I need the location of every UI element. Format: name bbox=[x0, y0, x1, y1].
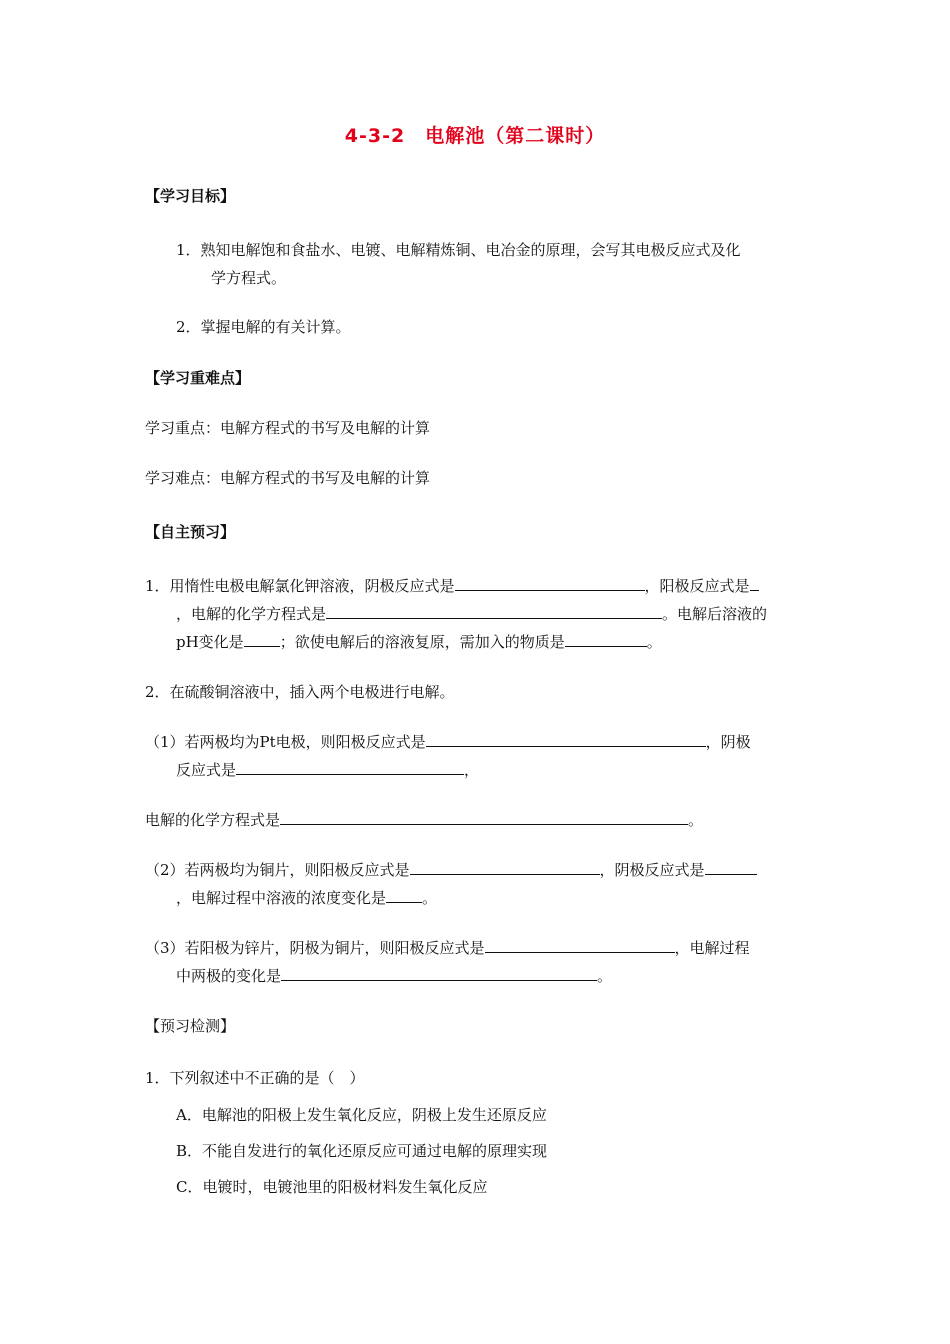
keypoint-focus: 学习重点：电解方程式的书写及电解的计算 bbox=[145, 419, 431, 437]
q1-blank-ph[interactable] bbox=[244, 632, 280, 647]
q2-1-blank-cathode[interactable] bbox=[236, 760, 464, 775]
check-option-b[interactable]: B．不能自发进行的氧化还原反应可通过电解的原理实现 bbox=[176, 1142, 548, 1160]
q2-1-text-f: 。 bbox=[688, 811, 704, 829]
q2-1-text-e: 电解的化学方程式是 bbox=[145, 811, 281, 829]
q1-blank-cathode[interactable] bbox=[455, 576, 645, 591]
preview-q2-3-line1 bbox=[145, 938, 750, 958]
q2-2-text-b: ，阴极反应式是 bbox=[599, 861, 705, 879]
preview-q2-2-line1 bbox=[145, 860, 757, 880]
q2-1-text-b: ，阴极 bbox=[705, 733, 751, 751]
objective-1-line1: 1．熟知电解饱和食盐水、电镀、电解精炼铜、电冶金的原理，会写其电极反应式及化 bbox=[176, 241, 741, 259]
q1-text-c: ，电解的化学方程式是 bbox=[176, 605, 327, 623]
check-heading: 【预习检测】 bbox=[145, 1017, 236, 1035]
preview-q1-line1 bbox=[145, 576, 759, 596]
objective-1-line2: 学方程式。 bbox=[211, 269, 287, 287]
q2-2-blank-anode[interactable] bbox=[410, 860, 600, 875]
preview-q2-2-line2 bbox=[176, 888, 437, 908]
q2-3-text-c: 中两极的变化是 bbox=[176, 967, 282, 985]
q2-2-text-d: 。 bbox=[422, 889, 438, 907]
q1-text-g: 。 bbox=[646, 633, 662, 651]
q2-1-text-d: ， bbox=[464, 761, 480, 779]
q2-1-blank-equation[interactable] bbox=[280, 810, 688, 825]
preview-q2-1-line1 bbox=[145, 732, 751, 752]
preview-q2-1-line3 bbox=[145, 810, 703, 830]
check-q1: 1．下列叙述中不正确的是（ ） bbox=[145, 1069, 365, 1087]
q1-blank-substance[interactable] bbox=[565, 632, 647, 647]
preview-q2: 2．在硫酸铜溶液中，插入两个电极进行电解。 bbox=[145, 683, 455, 701]
q2-1-text-a: （1）若两极均为Pt电极，则阳极反应式是 bbox=[145, 733, 426, 751]
check-option-c[interactable]: C．电镀时，电镀池里的阳极材料发生氧化反应 bbox=[176, 1178, 488, 1196]
q1-text-b: ，阳极反应式是 bbox=[644, 577, 750, 595]
q2-2-text-c: ，电解过程中溶液的浓度变化是 bbox=[176, 889, 387, 907]
q1-blank-equation[interactable] bbox=[326, 604, 662, 619]
q2-1-text-c: 反应式是 bbox=[176, 761, 237, 779]
q1-blank-anode[interactable] bbox=[750, 576, 759, 591]
q2-2-blank-cathode[interactable] bbox=[705, 860, 757, 875]
keypoints-heading: 【学习重难点】 bbox=[145, 369, 251, 387]
q2-3-text-b: ，电解过程 bbox=[674, 939, 750, 957]
preview-q1-line2 bbox=[176, 604, 767, 624]
keypoint-difficulty: 学习难点：电解方程式的书写及电解的计算 bbox=[145, 469, 431, 487]
preview-heading: 【自主预习】 bbox=[145, 523, 236, 541]
objectives-heading: 【学习目标】 bbox=[145, 187, 236, 205]
q2-3-blank-anode[interactable] bbox=[485, 938, 675, 953]
q1-text-d: 。电解后溶液的 bbox=[662, 605, 768, 623]
check-option-a[interactable]: A．电解池的阳极上发生氧化反应，阴极上发生还原反应 bbox=[176, 1106, 547, 1124]
q2-1-blank-anode[interactable] bbox=[426, 732, 706, 747]
q2-3-blank-changes[interactable] bbox=[281, 966, 597, 981]
q1-text-e: pH变化是 bbox=[176, 633, 244, 651]
page-title: 4-3-2 电解池（第二课时） bbox=[344, 125, 606, 147]
preview-q2-1-line2 bbox=[176, 760, 479, 780]
q2-2-text-a: （2）若两极均为铜片，则阳极反应式是 bbox=[145, 861, 410, 879]
q2-3-text-d: 。 bbox=[597, 967, 613, 985]
q2-2-blank-concentration[interactable] bbox=[386, 888, 422, 903]
preview-q1-line3 bbox=[176, 632, 662, 652]
objective-2: 2．掌握电解的有关计算。 bbox=[176, 318, 351, 336]
q1-text-f: ；欲使电解后的溶液复原，需加入的物质是 bbox=[279, 633, 565, 651]
q1-text-a: 1．用惰性电极电解氯化钾溶液，阴极反应式是 bbox=[145, 577, 455, 595]
preview-q2-3-line2 bbox=[176, 966, 612, 986]
q2-3-text-a: （3）若阳极为锌片，阴极为铜片，则阳极反应式是 bbox=[145, 939, 485, 957]
